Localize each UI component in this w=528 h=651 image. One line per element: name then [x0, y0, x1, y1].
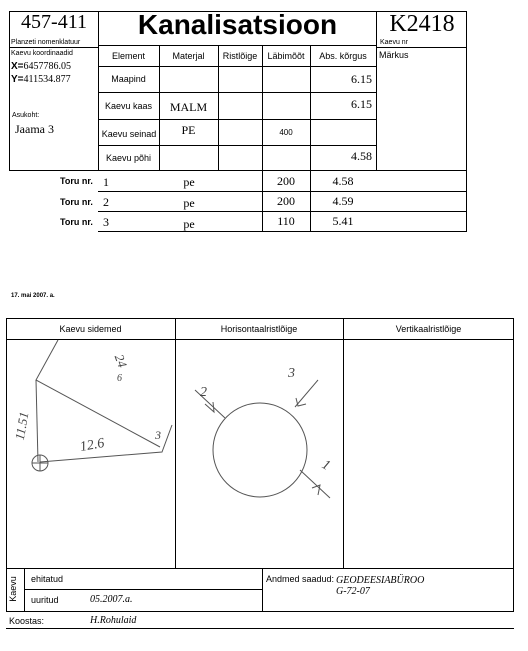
tie-label-corner: 3: [155, 428, 161, 442]
coord-x-value: 6457786.05: [23, 61, 72, 72]
compiled-label: Koostas:: [9, 616, 45, 626]
surveyed-value: 05.2007.a.: [90, 594, 133, 605]
row-material-cover: MALM: [169, 100, 208, 114]
data-source-value-2: G-72-07: [336, 586, 370, 597]
coord-x-label: X=: [11, 61, 24, 72]
row-height-ground: 6.15: [351, 71, 372, 86]
footer-side-divider: [24, 568, 25, 612]
footer-mid-divider: [262, 568, 263, 612]
coords-caption: Kaevu koordinaadid: [11, 50, 73, 57]
pipe-no-3: 3: [103, 215, 109, 229]
pipe-label-2: 2: [200, 385, 207, 400]
pipe-diameter-3: 110: [277, 213, 295, 228]
tie-label-left: 11.51: [11, 410, 32, 442]
header-material: Materjal: [172, 50, 205, 61]
compiled-value: H.Rohulaid: [90, 615, 137, 626]
data-source-label: Andmed saadud:: [266, 574, 335, 584]
footer-top-line: [6, 568, 514, 569]
panel-title-ties: Kaevu sidemed: [59, 323, 122, 334]
pipe-material-2: pe: [183, 195, 195, 210]
pipe-label-2: Toru nr.: [60, 197, 93, 207]
ties-line-upper: [36, 340, 160, 447]
pipe-height-2: 4.59: [332, 193, 354, 208]
pipe-material-3: pe: [183, 216, 195, 231]
pipe-label-3: 3: [288, 366, 295, 381]
pipe-material-1: pe: [183, 174, 195, 189]
header-element: Element: [111, 50, 146, 61]
plan-caption: Planzeti nomenklatuur: [11, 39, 81, 46]
footer-bottom-line: [6, 611, 514, 612]
tie-label-top: 24: [111, 352, 131, 370]
panel-title-vertical: Vertikaalristlõige: [395, 323, 462, 334]
pipe-label-1: 1: [318, 457, 333, 474]
ties-line-bottom: [40, 425, 172, 462]
pipe-no-2: 2: [103, 195, 109, 209]
panel-title-horizontal: Horisontaalristlõige: [220, 323, 298, 334]
pipe-no-1: 1: [103, 175, 109, 189]
pipe-diameter-1: 200: [277, 173, 295, 188]
footer-row-divider: [24, 589, 263, 590]
row-element-cover: Kaevu kaas: [104, 100, 153, 111]
pipe-height-1: 4.58: [332, 173, 354, 188]
header-section: Ristlõige: [222, 50, 258, 61]
row-element-ground: Maapind: [111, 74, 146, 84]
tie-label-top-sub: 6: [117, 373, 122, 384]
pipe-line-3-arrow: [295, 380, 318, 407]
built-label: ehitatud: [31, 574, 64, 584]
well-id: K2418: [389, 11, 455, 37]
well-caption: Kaevu nr: [380, 39, 409, 46]
pipe-label-1: Toru nr.: [60, 176, 93, 186]
location-caption: Asukoht:: [12, 112, 40, 119]
coord-y-value: 411534.877: [23, 74, 71, 85]
plan-number: 457-411: [21, 11, 87, 33]
ties-line-vertical: [36, 380, 38, 462]
pipe-diameter-2: 200: [277, 193, 295, 208]
row-element-bottom: Kaevu põhi: [105, 152, 152, 163]
row-element-walls: Kaevu seinad: [101, 129, 157, 139]
row-height-bottom: 4.58: [351, 148, 372, 163]
pipe-label-3: Toru nr.: [60, 217, 93, 227]
header-height: Abs. kõrgus: [319, 50, 367, 61]
document-date: 17. mai 2007. a.: [11, 293, 55, 299]
surveyed-label: uuritud: [31, 595, 59, 605]
compiled-bottom-line: [6, 628, 514, 629]
coord-y-label: Y=: [11, 74, 24, 85]
page-title: Kanalisatsioon: [137, 9, 338, 40]
location-value: Jaama 3: [15, 122, 54, 136]
data-source-value-1: GEODEESIABÜROO: [336, 575, 425, 586]
footer-right-border: [513, 568, 514, 612]
tie-label-bottom: 12.6: [78, 435, 106, 456]
footer-side-label: Kaevu: [7, 576, 18, 602]
pipe-line-1-arrow: [300, 470, 330, 498]
well-circle: [213, 403, 307, 497]
header-diameter: Läbimõõt: [267, 50, 305, 61]
row-diameter-walls: 400: [279, 127, 293, 137]
pipe-height-3: 5.41: [332, 213, 354, 228]
remarks-label: Märkus: [379, 50, 409, 60]
row-material-walls: PE: [181, 122, 196, 137]
row-height-cover: 6.15: [351, 96, 372, 111]
